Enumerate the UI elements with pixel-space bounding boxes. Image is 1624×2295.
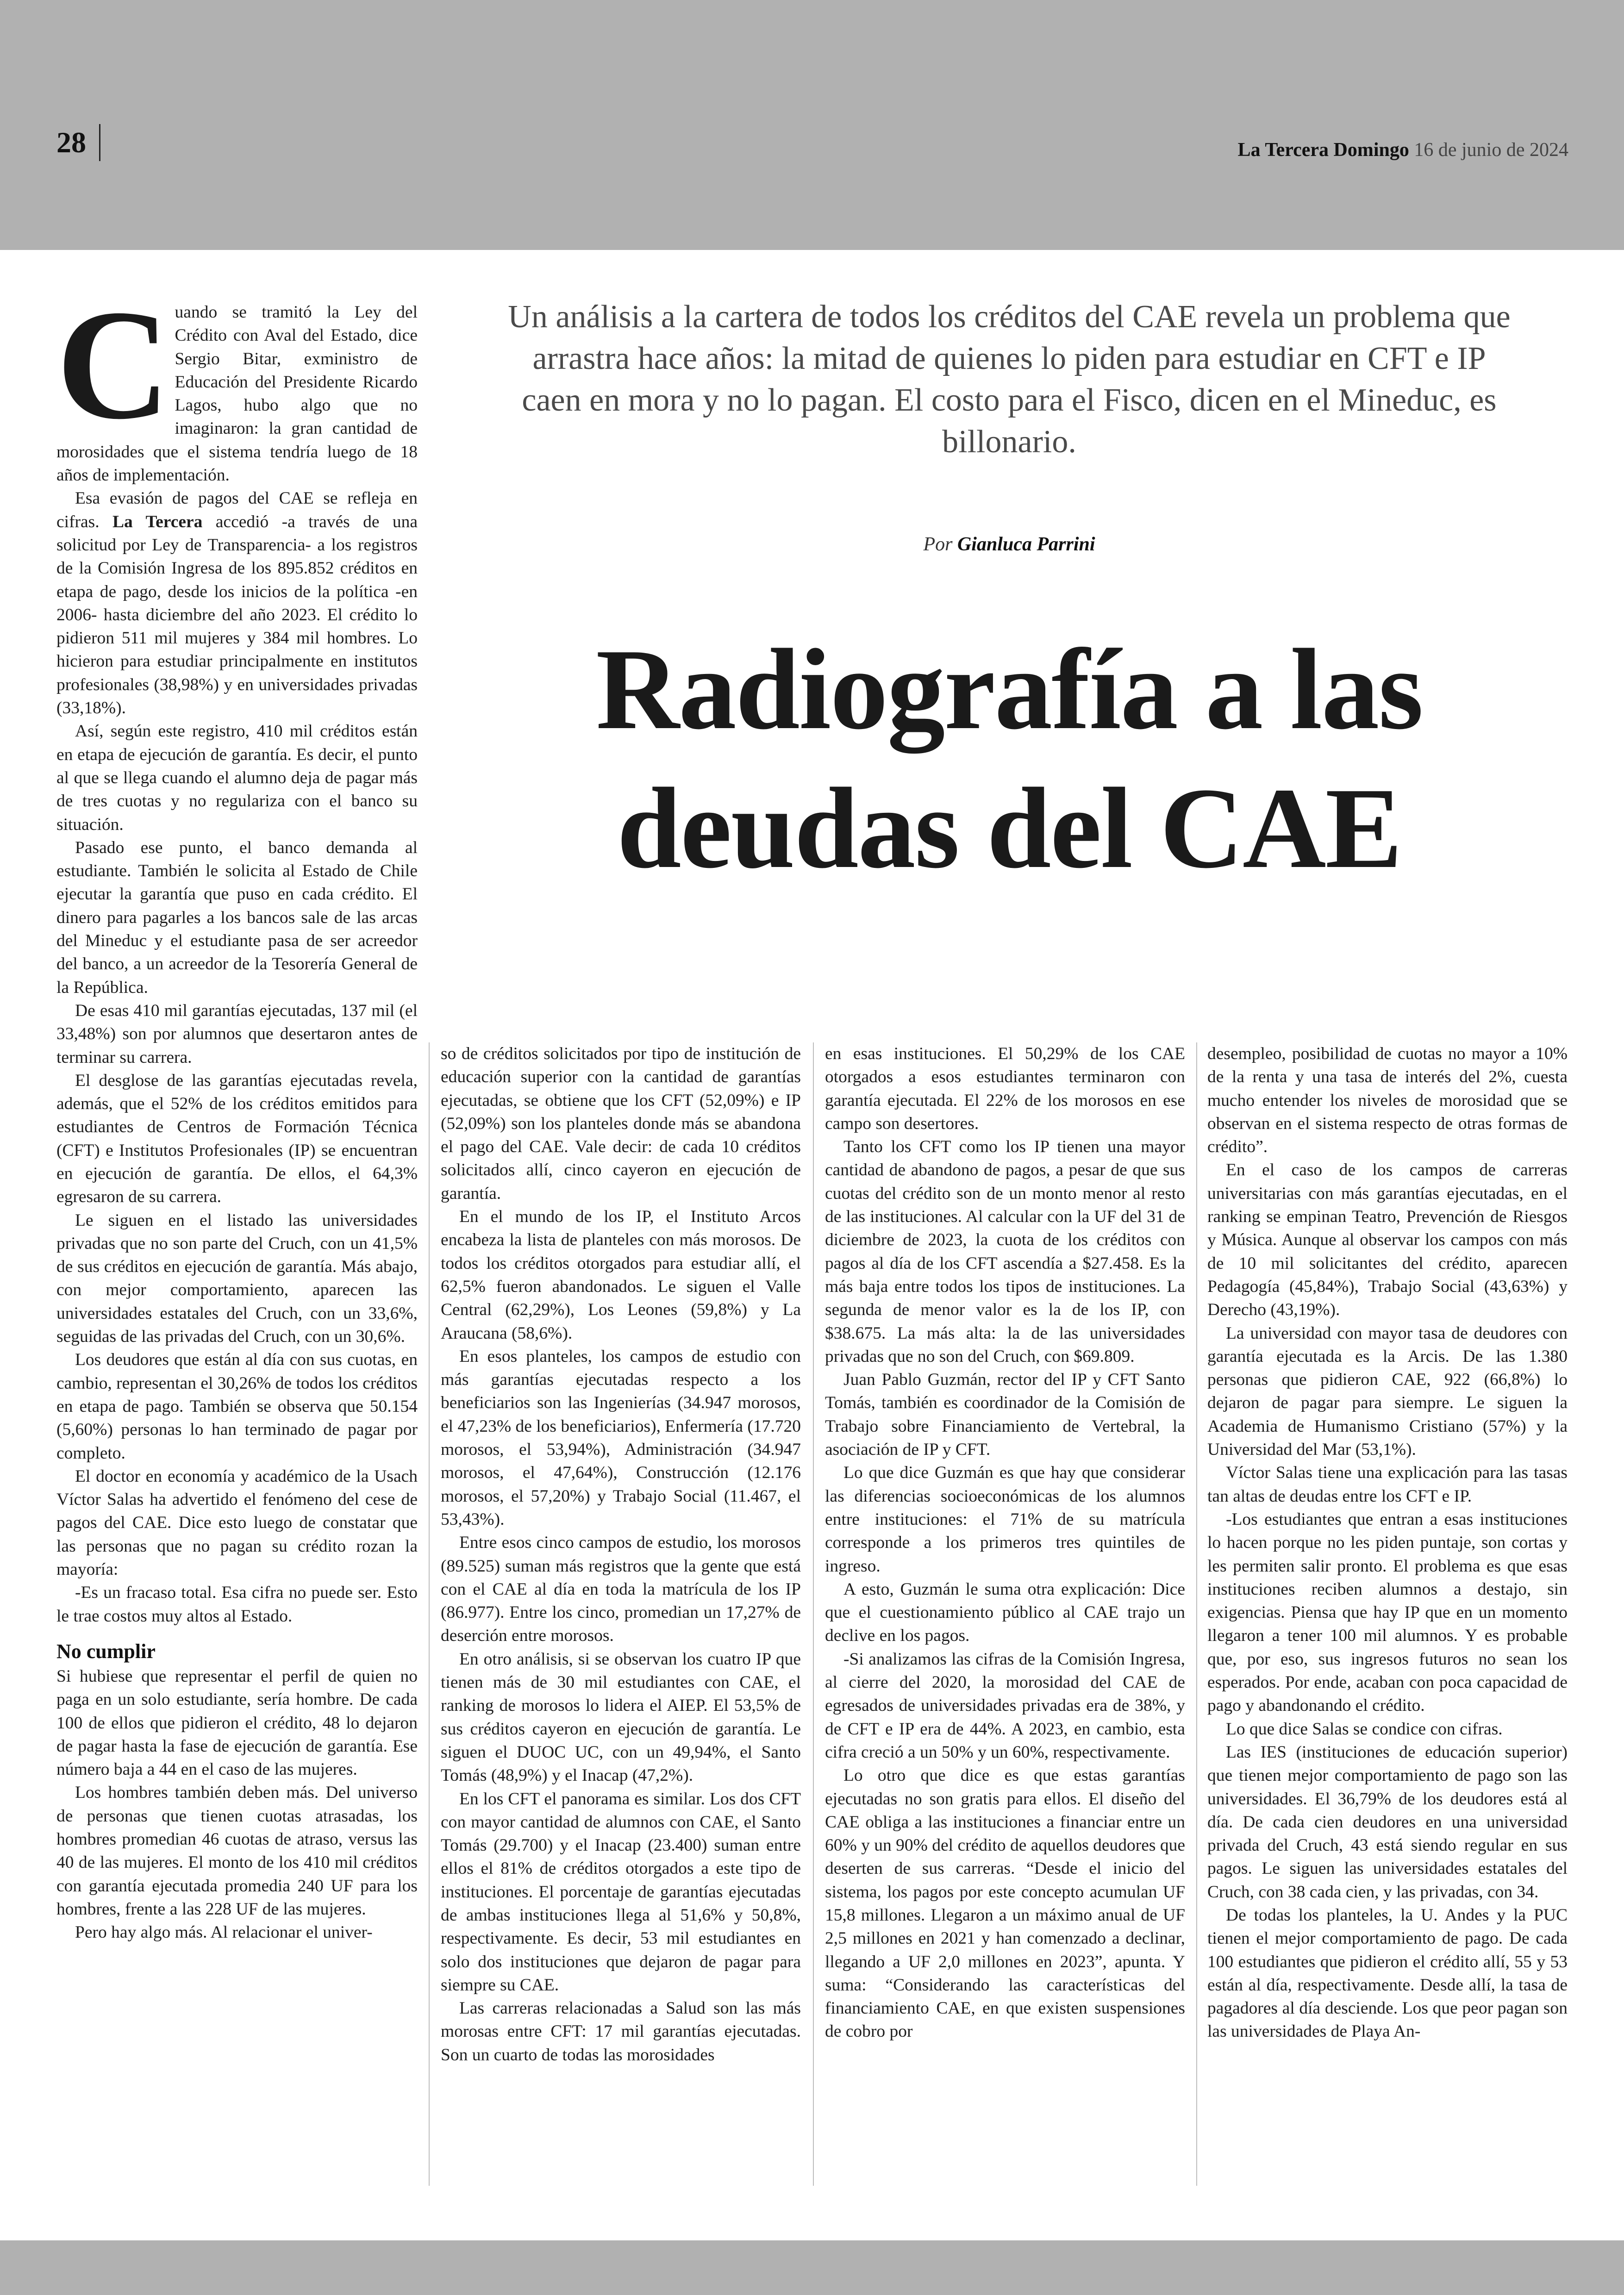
paragraph: Víctor Salas tiene una explicación para las tasas tan altas de deudas entre los CFT e IP. [1207,1463,1568,1506]
byline-prefix: Por [923,534,953,555]
paragraph: so de créditos solicitados por tipo de institución de educación superior con la cantidad de garantías ejecutadas, se obtiene que los CFT (52,09%) e IP (52,09%) son los planteles donde más se abandona el pago del CAE. Vale decir: de cada 10 créditos solicitados allí, cinco cayeron en ejecución de garantía. [441,1044,801,1203]
header-band [0,0,1624,250]
column-divider [429,1042,430,2186]
paragraph: Las carreras relacionadas a Salud son las más morosas entre CFT: 17 mil garantías ejecutadas. Son un cuarto de todas las morosidades [441,1999,801,2064]
paragraph: Lo que dice Guzmán es que hay que considerar las diferencias socioeconómicas de los alumnos entre instituciones: el 71% de su matrícula corresponde a los primeros tres quintiles de ingreso. [825,1463,1185,1576]
paragraph: En esos planteles, los campos de estudio con más garantías ejecutadas respecto a los beneficiarios son las Ingenierías (34.947 morosos, el 47,23% de los beneficiarios), Enfermería (17.720 morosos, el 53,94%), Administración (34.947 morosos, el 47,64%), Construcción (12.176 morosos, el 57,20%) y Trabajo Social (11.467, el 53,43%). [441,1347,801,1529]
paragraph: -Es un fracaso total. Esa cifra no puede ser. Esto le trae costos muy altos al Estado. [56,1583,418,1626]
paragraph: -Los estudiantes que entran a esas instituciones lo hacen porque no les piden puntaje, son cortas y les permiten salir pronto. El problema es que esas instituciones reciben alumnos a destajo, sin exigencias. Piensa que hay IP que en un momento llegaron a tener 100 mil alumnos. Y es probable que, por eso, sus ingresos futuros no sean los esperados. Por ende, acaban con poca capacidad de pago y abandonando el crédito. [1207,1509,1568,1715]
byline-author: Gianluca Parrini [957,534,1095,555]
column-1 [56,277,418,2208]
paragraph: Los deudores que están al día con sus cuotas, en cambio, representan el 30,26% de todos los créditos en etapa de pago. También se observa que 50.154 (5,60%) personas lo han terminado de pagar por completo. [56,1350,418,1463]
paragraph: desempleo, posibilidad de cuotas no mayor a 10% de la renta y una tasa de interés del 2%, cuesta mucho entender los niveles de morosidad que se observan en el sistema respecto de otras formas de crédito”. [1207,1044,1568,1157]
headline: Radiografía a las deudas del CAE [596,625,1423,892]
drop-cap: C [56,277,170,452]
subheading: No cumplir [56,1640,156,1663]
paragraph: Los hombres también deben más. Del universo de personas que tienen cuotas atrasadas, los hombres promedian 46 cuotas de atraso, versus las 40 de las mujeres. El monto de los 410 mil créditos con garantía ejecutada promedia 240 UF para los hombres, frente a las 228 UF de las mujeres. [56,1783,418,1919]
paragraph: De esas 410 mil garantías ejecutadas, 137 mil (el 33,48%) son por alumnos que desertaron antes de terminar su carrera. [56,1001,418,1067]
column-4 [1207,1042,1568,2044]
paragraph [56,487,418,720]
paragraph: Así, según este registro, 410 mil créditos están en etapa de ejecución de garantía. Es decir, el punto al que se llega cuando el alumno deja de pagar más de tres cuotas y no regulariza con el banco su situación. [56,722,418,834]
column-divider [1196,1042,1197,2186]
footer-band [0,2240,1624,2295]
paragraph: Las IES (instituciones de educación superior) que tienen mejor comportamiento de pago son las universidades. El 36,79% de los deudores está al día. De cada cien deudores en una universidad privada del Cruch, 43 está siendo regular en sus pagos. Le siguen las universidades estatales del Cruch, con 38 cada cien, y las privadas, con 34. [1207,1742,1568,1902]
article-deck: Un análisis a la cartera de todos los créditos del CAE revela un problema que arrastra hace años: la mitad de quienes lo piden para estudiar en CFT e IP caen en mora y no lo pagan. El costo para el Fisco, dicen en el Mineduc, es billonario. [508,299,1511,460]
paragraph: Lo que dice Salas se condice con cifras. [1226,1719,1503,1739]
paragraph: En los CFT el panorama es similar. Los dos CFT con mayor cantidad de alumnos con CAE, el Santo Tomás (29.700) y el Inacap (23.400) suman entre ellos el 81% de créditos otorgados a este tipo de instituciones. El porcentaje de garantías ejecutadas de ambas instituciones llega al 51,6% y 50,8%, respectivamente. Es decir, 53 mil estudiantes en solo dos instituciones que dejaron de pagar para siempre su CAE. [441,1789,801,1995]
column-divider [813,1042,814,2186]
paragraph: En el mundo de los IP, el Instituto Arcos encabeza la lista de planteles con más morosos. De todos los créditos otorgados para estudiar allí, el 62,5% fueron abandonados. Le siguen el Valle Central (62,29%), Los Leones (59,8%) y La Araucana (58,6%). [441,1207,801,1343]
paragraph: Si hubiese que representar el perfil de quien no paga en un solo estudiante, sería hombre. De cada 100 de ellos que pidieron el crédito, 48 lo dejaron de pagar hasta la fase de ejecución de garantía. Ese número baja a 44 en el caso de las mujeres. [56,1666,418,1779]
paragraph: -Si analizamos las cifras de la Comisión Ingresa, al cierre del 2020, la morosidad del CAE de egresados de universidades privadas era de 38%, y de CFT e IP era de 44%. A 2023, en cambio, esta cifra creció a un 50% y un 60%, respectivamente. [825,1649,1185,1762]
paragraph: Pasado ese punto, el banco demanda al estudiante. También le solicita al Estado de Chile ejecutar la garantía que puso en cada crédito. El dinero para pagarles a los bancos sale de las arcas del Mineduc y el estudiante pasa de ser acreedor del banco, a un acreedor de la Tesorería General de la República. [56,838,418,997]
page-number: 28 [56,124,100,161]
paragraph: Entre esos cinco campos de estudio, los morosos (89.525) suman más registros que la gente que está con el CAE al día en toda la matrícula de los IP (86.977). Entre los cinco, promedian un 17,27% de deserción entre morosos. [441,1533,801,1646]
byline [500,533,1518,555]
paragraph: Le siguen en el listado las universidades privadas que no son parte del Cruch, con un 41,5% de sus créditos en ejecución de garantía. Más abajo, con mejor comportamiento, aparecen las universidades estatales del Cruch, con un 33,6%, seguidas de las privadas del Cruch, con un 30,6%. [56,1210,418,1347]
publication-name: La Tercera Domingo [1237,139,1409,161]
paragraph: uando se tramitó la Ley del Crédito con Aval del Estado, dice Sergio Bitar, exministro de Educación del Presidente Ricardo Lagos, hubo algo que no imaginaron: la gran cantidad de morosidades que el sistema tendría luego de 18 años de implementación. [56,303,418,485]
paragraph: Juan Pablo Guzmán, rector del IP y CFT Santo Tomás, también es coordinador de la Comisión de Trabajo sobre Financiamiento de Vertebral, la asociación de IP y CFT. [825,1370,1185,1459]
text-run: Esa evasión de pagos del CAE se refleja en cifras. [56,489,418,531]
paragraph: El doctor en economía y académico de la Usach Víctor Salas ha advertido el fenómeno del cese de pagos del CAE. Dice esto luego de constatar que las personas que no pagan su crédito rozan la mayoría: [56,1466,418,1579]
paragraph: Lo otro que dice es que estas garantías ejecutadas no son gratis para ellos. El diseño del CAE obliga a las instituciones a financiar entre un 60% y un 90% del crédito de aquellos deudores que deserten de sus carreras. “Desde el inicio del sistema, los pagos por este concepto acumulan UF 15,8 millones. Llegaron a un máximo anual de UF 2,5 millones en 2021 y han comenzado a declinar, llegando a UF 2,0 millones en 2023”, apunta. Y suma: “Considerando las características del financiamiento CAE, en que existen suspensiones de cobro por [825,1766,1185,2041]
masthead [1238,139,1568,161]
paragraph: A esto, Guzmán le suma otra explicación: Dice que el cuestionamiento público al CAE trajo un declive en los pagos. [825,1579,1185,1646]
paragraph: En otro análisis, si se observan los cuatro IP que tienen más de 30 mil estudiantes con CAE, el ranking de morosos lo lidera el AIEP. El 53,5% de sus créditos cayeron en ejecución de garantía. Le siguen el DUOC UC, con un 49,94%, el Santo Tomás (48,9%) y el Inacap (47,2%). [441,1649,801,1785]
paragraph: en esas instituciones. El 50,29% de los CAE otorgados a esos estudiantes terminaron con garantía ejecutada. El 22% de los morosos en ese campo son desertores. [825,1044,1185,1133]
paragraph: En el caso de los campos de carreras universitarias con más garantías ejecutadas, en el ranking se empinan Teatro, Prevención de Riesgos y Música. Aunque al observar los campos con más de 10 mil solicitantes del crédito, aparecen Pedagogía (45,84%), Trabajo Social (43,63%) y Derecho (43,19%). [1207,1160,1568,1320]
newspaper-name: La Tercera [112,512,203,531]
text-run: accedió -a través de una solicitud por Ley de Transparencia- a los registros de la Comisión Ingresa de los 895.852 créditos en etapa de pago, desde los inicios de la política -en 2006- hasta diciembre del año 2023. El crédito lo pidieron 511 mil mujeres y 384 mil hombres. Lo hicieron para estudiar principalmente en institutos profesionales (38,98%) y en universidades privadas (33,18%). [56,512,418,718]
publication-date: 16 de junio de 2024 [1414,139,1568,161]
paragraph: Tanto los CFT como los IP tienen una mayor cantidad de abandono de pagos, a pesar de que sus cuotas del crédito son de un monto menor al resto de las instituciones. Al calcular con la UF del 31 de diciembre de 2023, la cuota de los créditos con pagos al día de los CFT ascendía a $27.458. Es la más baja entre todos los tipos de instituciones. La segunda de menor valor es la de los IP, con $38.675. La más alta: la de las universidades privadas que no son del Cruch, con $69.809. [825,1137,1185,1366]
paragraph: De todas los planteles, la U. Andes y la PUC tienen el mejor comportamiento de pago. De cada 100 estudiantes que pidieron el crédito allí, 55 y 53 están al día, respectivamente. Desde allí, la tasa de pagadores al día desciende. Los que peor pagan son las universidades de Playa An- [1207,1905,1568,2041]
paragraph: La universidad con mayor tasa de deudores con garantía ejecutada es la Arcis. De las 1.380 personas que pidieron CAE, 922 (66,8%) lo dejaron de pagar para siempre. Le siguen la Academia de Humanismo Cristiano (57%) y la Universidad del Mar (53,1%). [1207,1323,1568,1459]
paragraph: Pero hay algo más. Al relacionar el univer- [75,1923,373,1942]
column-3 [825,1042,1185,2044]
paragraph: El desglose de las garantías ejecutadas revela, además, que el 52% de los créditos emitidos para estudiantes de Centros de Formación Técnica (CFT) e Institutos Profesionales (IP) se encuentran en ejecución de garantía. De ellos, el 64,3% egresaron de su carrera. [56,1071,418,1207]
column-2 [441,1042,801,2067]
